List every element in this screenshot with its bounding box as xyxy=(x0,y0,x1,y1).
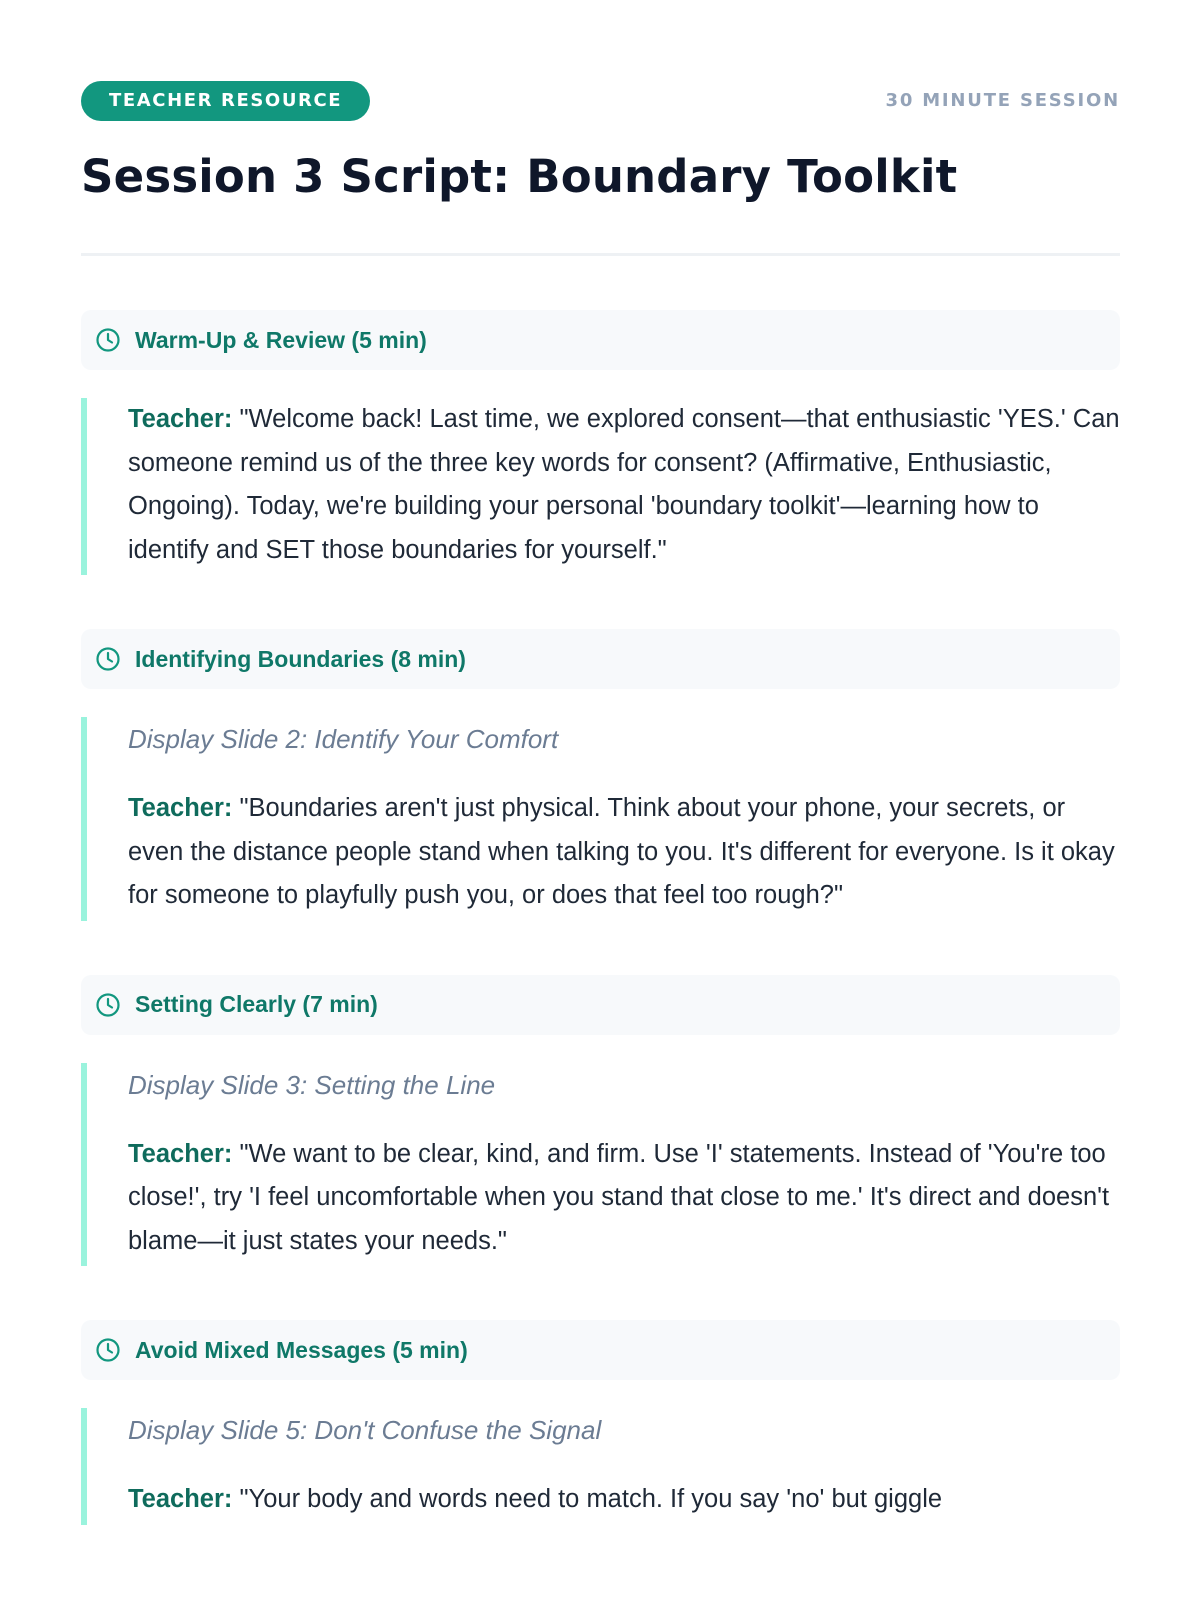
section-header xyxy=(81,310,1120,370)
script-text: "Welcome back! Last time, we explored consent—that enthusiastic 'YES.' Can someone remind us of the three key words for consent? (Affirmative, Enthusiastic, Ongoing). Today, we're building your personal 'boundary toolkit'—learning how to identify and SET those boundaries for yourself." xyxy=(128,405,1120,564)
script-text: "Boundaries aren't just physical. Think about your phone, your secrets, or even the distance people stand when talking to you. It's different for everyone. Is it okay for someone to playfully push you, or does that feel too rough?" xyxy=(128,794,1115,909)
section-title: Identifying Boundaries (8 min) xyxy=(135,645,466,672)
section-body xyxy=(81,717,1120,921)
section-body xyxy=(81,1408,1120,1525)
section-warm-up xyxy=(81,310,1120,575)
speaker-label: Teacher: xyxy=(128,405,233,433)
teacher-script xyxy=(128,1133,1120,1267)
script-page xyxy=(81,0,1120,1525)
teacher-script xyxy=(128,787,1120,921)
page-header xyxy=(81,81,1120,121)
clock-icon xyxy=(95,992,121,1018)
script-text: "Your body and words need to match. If you say 'no' but giggle xyxy=(239,1485,943,1513)
page-title: Session 3 Script: Boundary Toolkit xyxy=(81,150,958,203)
section-header xyxy=(81,1320,1120,1380)
slide-instruction: Display Slide 5: Don't Confuse the Signal xyxy=(128,1415,602,1445)
section-body xyxy=(81,1063,1120,1267)
teacher-resource-badge: TEACHER RESOURCE xyxy=(81,81,370,121)
clock-icon xyxy=(95,1337,121,1363)
clock-icon xyxy=(95,327,121,353)
slide-instruction: Display Slide 2: Identify Your Comfort xyxy=(128,724,559,754)
speaker-label: Teacher: xyxy=(128,1485,233,1513)
section-setting-clearly xyxy=(81,975,1120,1267)
speaker-label: Teacher: xyxy=(128,1139,233,1168)
section-identifying-boundaries xyxy=(81,629,1120,921)
section-body xyxy=(81,398,1120,575)
section-title: Avoid Mixed Messages (5 min) xyxy=(135,1336,468,1363)
slide-instruction: Display Slide 3: Setting the Line xyxy=(128,1069,496,1100)
clock-icon xyxy=(95,646,121,672)
section-header xyxy=(81,975,1120,1035)
session-duration-label: 30 MINUTE SESSION xyxy=(885,90,1120,111)
speaker-label: Teacher: xyxy=(128,794,233,822)
section-title: Warm-Up & Review (5 min) xyxy=(135,326,427,353)
script-text: "We want to be clear, kind, and firm. Use 'I' statements. Instead of 'You're too close!', try 'I feel uncomfortable when you stand that close to me.' It's direct and doesn't blame—it just states your needs." xyxy=(128,1139,1110,1255)
header-divider xyxy=(81,253,1120,256)
section-title: Setting Clearly (7 min) xyxy=(135,991,378,1017)
section-avoid-mixed-messages xyxy=(81,1320,1120,1525)
teacher-script xyxy=(128,1478,1120,1525)
section-header xyxy=(81,629,1120,689)
teacher-script xyxy=(128,398,1120,575)
